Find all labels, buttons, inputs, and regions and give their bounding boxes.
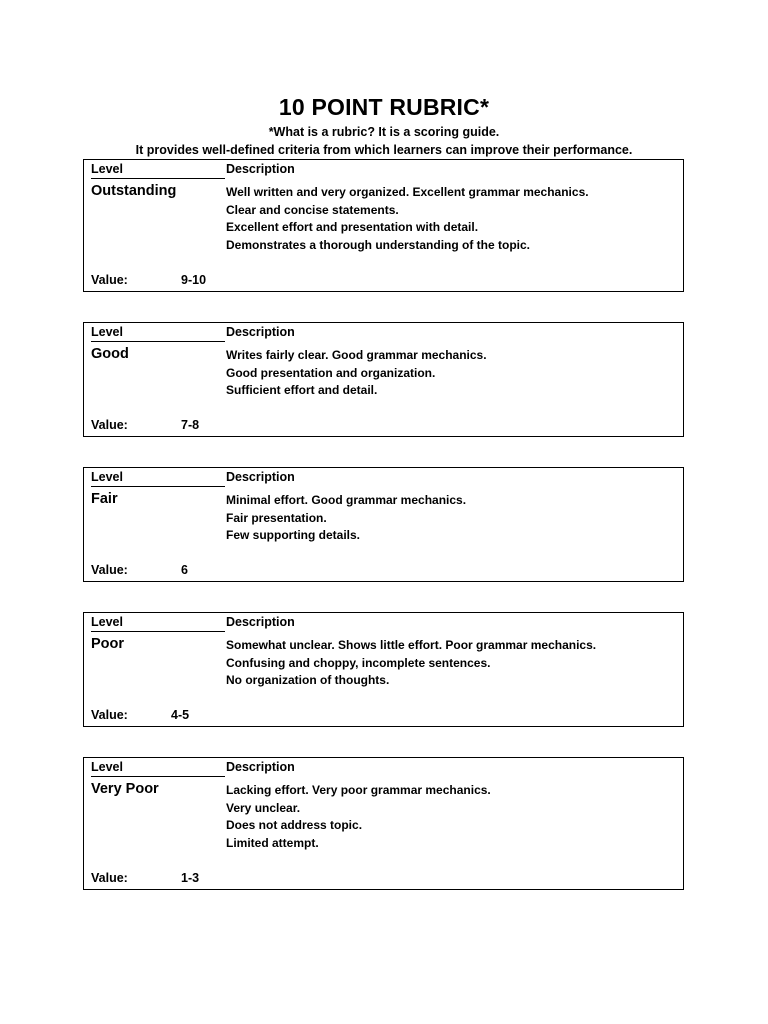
rubric-box-outstanding [83, 159, 684, 292]
description-line: Does not address topic. [226, 818, 363, 833]
description-list [226, 184, 589, 254]
level-header: Level [91, 615, 225, 632]
value-score: 1-3 [181, 871, 200, 885]
description-line: Well written and very organized. Excellent grammar mechanics. [226, 185, 589, 199]
subtitle-line-2: It provides well-defined criteria from which learners can improve their performance. [135, 143, 633, 157]
subtitle-line-1: *What is a rubric? It is a scoring guide. [268, 125, 500, 139]
description-line: No organization of thoughts. [226, 673, 390, 688]
description-line: Clear and concise statements. [226, 202, 399, 217]
value-score: 6 [181, 563, 188, 577]
value-score: 7-8 [181, 418, 200, 432]
description-line: Writes fairly clear. Good grammar mechanics. [226, 348, 487, 362]
rubric-box-fair [83, 467, 684, 582]
description-header: Description [226, 615, 295, 629]
description-line: Excellent effort and presentation with detail. [226, 220, 479, 235]
description-header: Description [226, 325, 295, 339]
value-score: 4-5 [171, 708, 190, 722]
level-header: Level [91, 470, 225, 487]
page-title: 10 POINT RUBRIC* [278, 94, 490, 120]
value-label: Value: [91, 563, 128, 577]
description-line: Minimal effort. Good grammar mechanics. [226, 493, 467, 507]
description-line: Confusing and choppy, incomplete sentences. [226, 655, 491, 670]
level-name: Fair [91, 491, 118, 507]
value-label: Value: [91, 418, 128, 432]
rubric-box-good [83, 322, 684, 437]
value-label: Value: [91, 871, 128, 885]
description-list [226, 492, 466, 545]
description-line: Good presentation and organization. [226, 365, 436, 380]
level-header: Level [91, 760, 225, 777]
description-line: Few supporting details. [226, 528, 361, 543]
rubric-box-poor [83, 612, 684, 727]
rubric-box-very-poor [83, 757, 684, 890]
level-header: Level [91, 162, 225, 179]
description-header: Description [226, 470, 295, 484]
description-line: Somewhat unclear. Shows little effort. Poor grammar mechanics. [226, 638, 597, 652]
description-list [226, 347, 487, 400]
level-name: Outstanding [91, 183, 177, 199]
description-line: Very unclear. [226, 800, 301, 815]
description-header: Description [226, 162, 295, 176]
level-name: Poor [91, 636, 125, 652]
level-name: Very Poor [91, 781, 159, 797]
description-line: Fair presentation. [226, 510, 327, 525]
description-line: Lacking effort. Very poor grammar mechanics. [226, 783, 491, 797]
description-line: Sufficient effort and detail. [226, 383, 378, 398]
value-score: 9-10 [181, 273, 207, 287]
description-list [226, 782, 491, 852]
level-header: Level [91, 325, 225, 342]
description-list [226, 637, 596, 690]
description-line: Demonstrates a thorough understanding of the topic. [226, 237, 531, 252]
value-label: Value: [91, 708, 128, 722]
description-line: Limited attempt. [226, 835, 319, 850]
value-label: Value: [91, 273, 128, 287]
level-name: Good [91, 346, 129, 362]
description-header: Description [226, 760, 295, 774]
